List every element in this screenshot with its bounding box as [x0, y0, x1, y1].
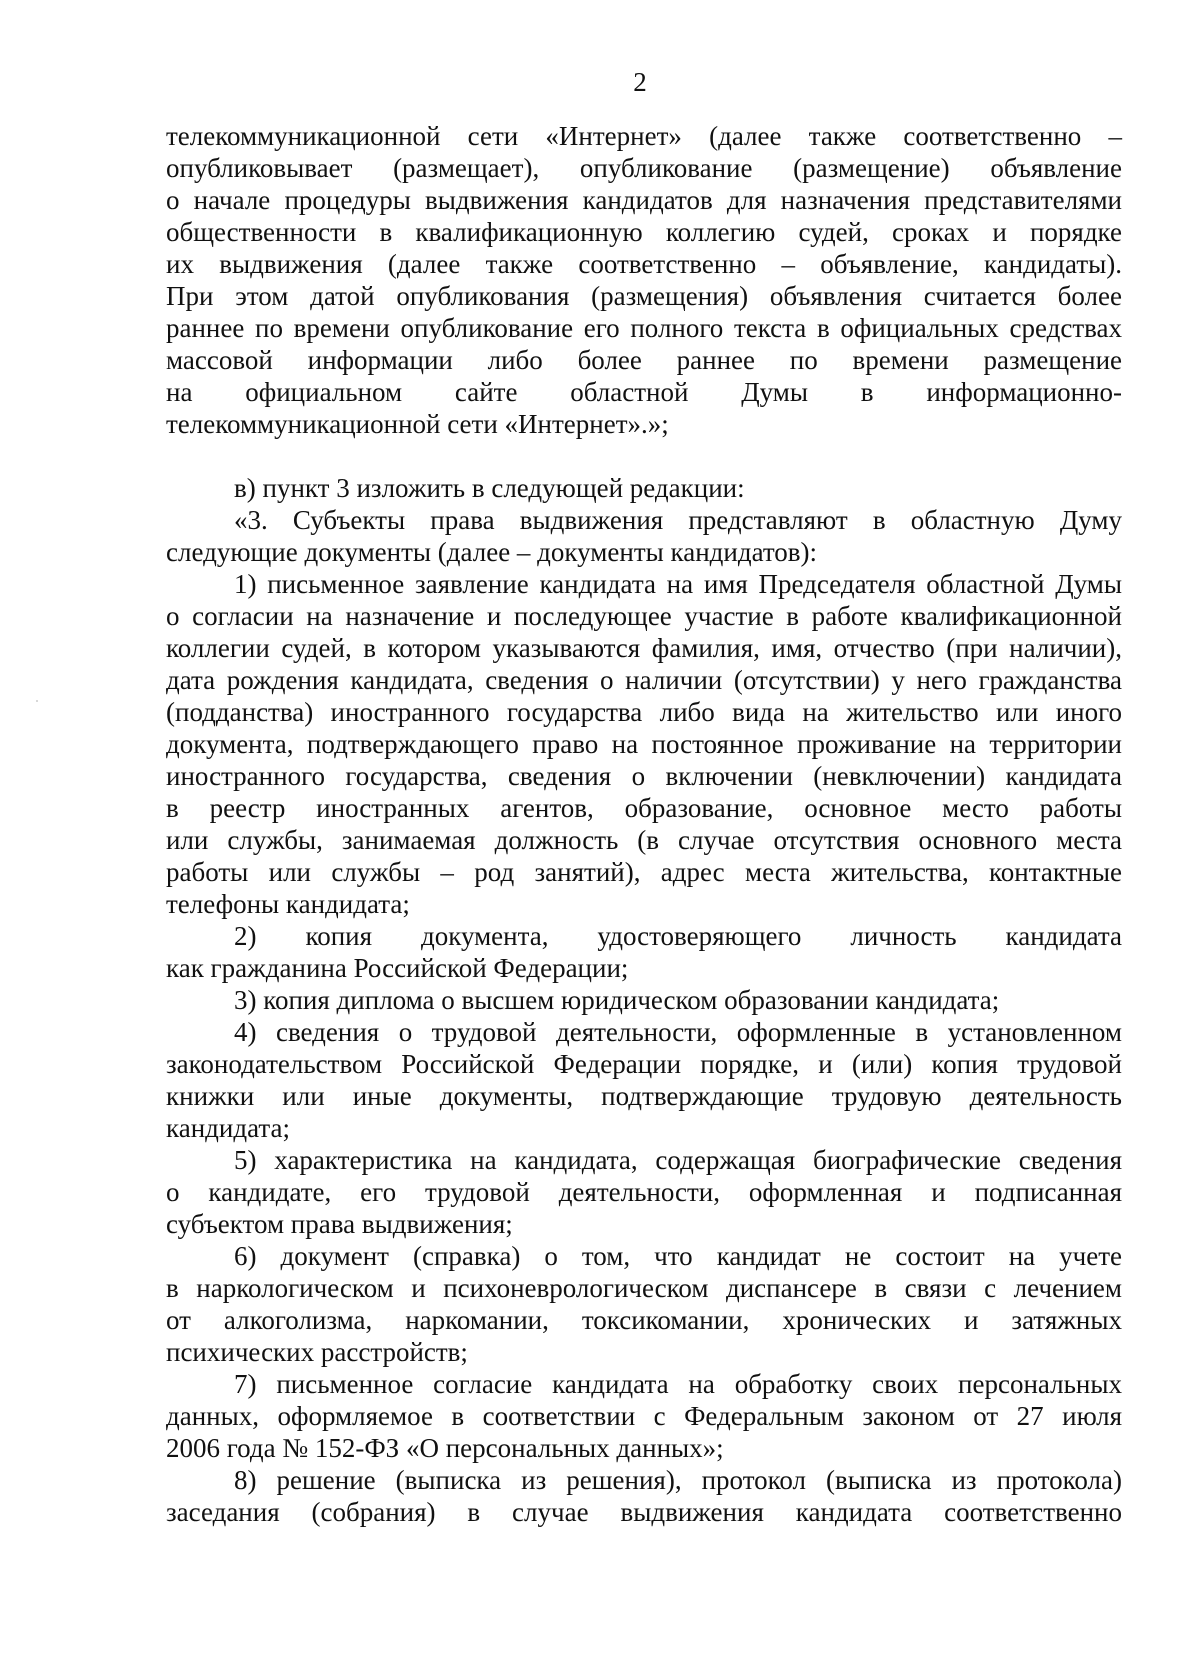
text-line: психических расстройств;	[166, 1337, 468, 1367]
text-line: в реестр иностранных агентов, образование, основное место работы	[166, 793, 1122, 823]
text-line: субъектом права выдвижения;	[166, 1209, 513, 1239]
text-line: документа, подтверждающего право на постоянное проживание на территории	[166, 729, 1122, 759]
text-line: 7) письменное согласие кандидата на обработку своих персональных	[234, 1369, 1122, 1399]
text-line: в наркологическом и психоневрологическом диспансере в связи с лечением	[166, 1273, 1122, 1303]
text-line: опубликовывает (размещает), опубликование (размещение) объявление	[166, 153, 1122, 183]
text-line: (подданства) иностранного государства либо вида на жительство или иного	[166, 697, 1122, 727]
text-line: телекоммуникационной сети «Интернет».»;	[166, 409, 669, 439]
text-line: 5) характеристика на кандидата, содержащая биографические сведения	[234, 1145, 1122, 1175]
text-line: массовой информации либо более раннее по времени размещение	[166, 345, 1122, 375]
text-line: «3. Субъекты права выдвижения представляют в областную Думу	[234, 505, 1122, 535]
text-line: их выдвижения (далее также соответственно – объявление, кандидаты).	[166, 249, 1122, 279]
text-line: или службы, занимаемая должность (в случае отсутствия основного места	[166, 825, 1122, 855]
text-line: 4) сведения о трудовой деятельности, оформленные в установленном	[234, 1017, 1122, 1047]
text-line: книжки или иные документы, подтверждающие трудовую деятельность	[166, 1081, 1122, 1111]
text-line: заседания (собрания) в случае выдвижения кандидата соответственно	[166, 1497, 1122, 1527]
text-line: о начале процедуры выдвижения кандидатов для назначения представителями	[166, 185, 1122, 215]
paragraph-continuation	[166, 120, 1122, 440]
text-line: 2) копия документа, удостоверяющего личность кандидата	[234, 921, 1122, 951]
text-line: 6) документ (справка) о том, что кандидат не состоит на учете	[234, 1241, 1122, 1271]
text-line: на официальном сайте областной Думы в информационно-	[166, 377, 1122, 407]
text-line: раннее по времени опубликование его полного текста в официальных средствах	[166, 313, 1122, 343]
text-line: от алкоголизма, наркомании, токсикомании, хронических и затяжных	[166, 1305, 1122, 1335]
text-line: работы или службы – род занятий), адрес места жительства, контактные	[166, 857, 1122, 887]
text-line: 2006 года № 152-ФЗ «О персональных данных»;	[166, 1433, 724, 1463]
text-line: дата рождения кандидата, сведения о наличии (отсутствии) у него гражданства	[166, 665, 1122, 695]
text-line: При этом датой опубликования (размещения) объявления считается более	[166, 281, 1122, 311]
text-line: кандидата;	[166, 1113, 290, 1143]
text-line: 8) решение (выписка из решения), протокол (выписка из протокола)	[234, 1465, 1122, 1495]
text-line: о согласии на назначение и последующее участие в работе квалификационной	[166, 601, 1122, 631]
page-number: 2	[633, 67, 647, 97]
text-line: 1) письменное заявление кандидата на имя Председателя областной Думы	[234, 569, 1122, 599]
text-line: телекоммуникационной сети «Интернет» (далее также соответственно –	[166, 121, 1122, 151]
text-line: 3) копия диплома о высшем юридическом образовании кандидата;	[234, 985, 1000, 1015]
text-line: законодательством Российской Федерации порядке, и (или) копия трудовой	[166, 1049, 1122, 1079]
text-line: следующие документы (далее – документы кандидатов):	[166, 537, 818, 567]
text-line: как гражданина Российской Федерации;	[166, 953, 629, 983]
amendment-section	[166, 472, 1122, 1528]
scan-speck	[36, 700, 38, 702]
text-line: общественности в квалификационную коллегию судей, сроках и порядке	[166, 217, 1122, 247]
text-line: коллегии судей, в котором указываются фамилия, имя, отчество (при наличии),	[166, 633, 1122, 663]
text-line: в) пункт 3 изложить в следующей редакции:	[234, 473, 745, 503]
text-line: иностранного государства, сведения о включении (невключении) кандидата	[166, 761, 1122, 791]
text-line: телефоны кандидата;	[166, 889, 410, 919]
text-line: данных, оформляемое в соответствии с Федеральным законом от 27 июля	[166, 1401, 1122, 1431]
text-line: о кандидате, его трудовой деятельности, оформленная и подписанная	[166, 1177, 1122, 1207]
